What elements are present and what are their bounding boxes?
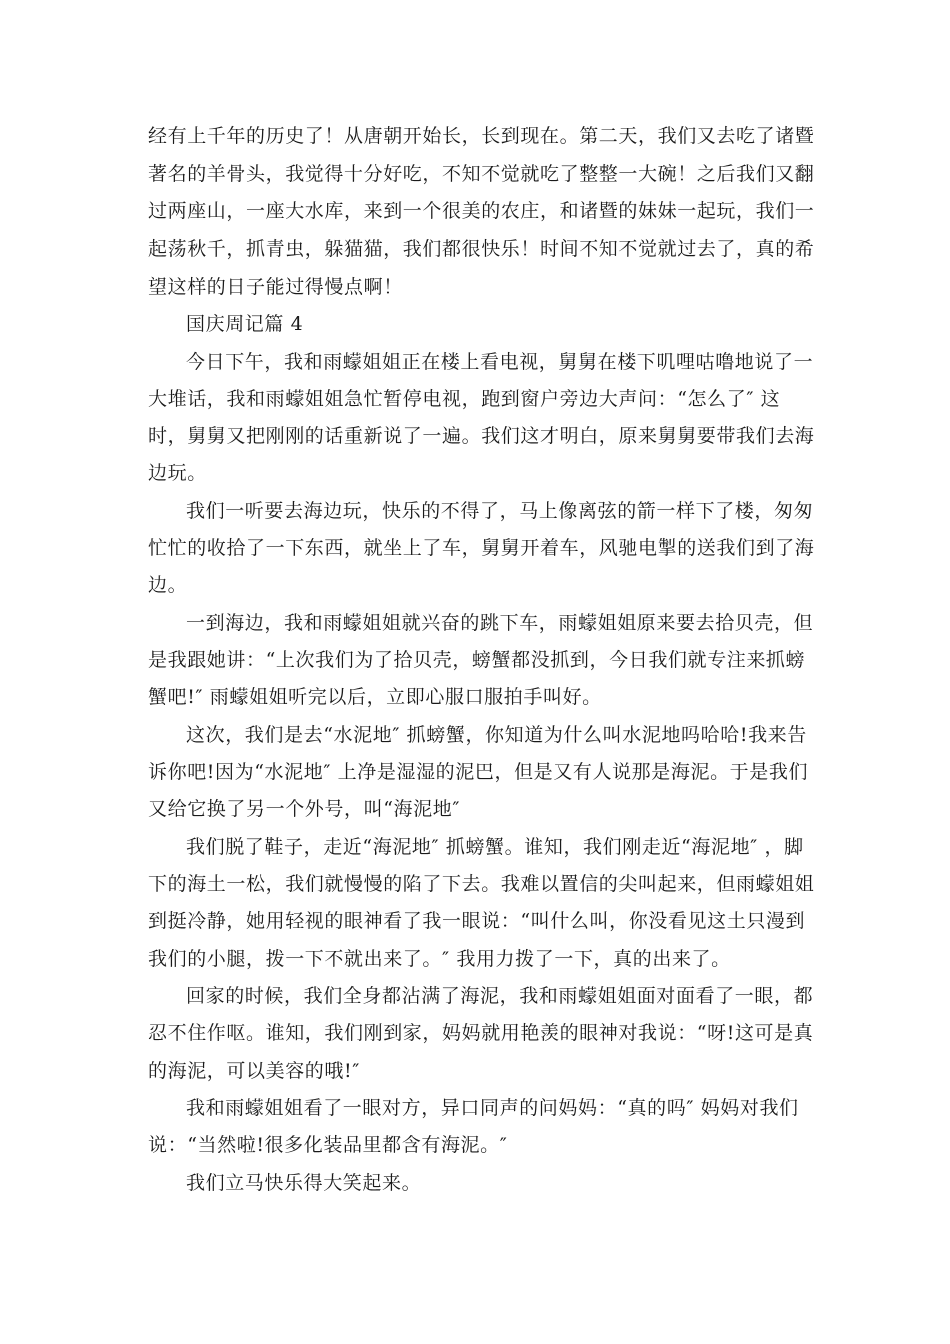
section-heading: 国庆周记篇 4: [186, 313, 304, 335]
text-line: 是我跟她讲：“上次我们为了拾贝壳，螃蟹都没抓到，今日我们就专注来抓螃: [148, 649, 806, 671]
text-line: 下的海土一松，我们就慢慢的陷了下去。我难以置信的尖叫起来，但雨蠓姐姐: [148, 873, 815, 895]
text-line: 说：“当然啦!很多化装品里都含有海泥。″: [148, 1134, 508, 1156]
text-line: 回家的时候，我们全身都沾满了海泥，我和雨蠓姐姐面对面看了一眼，都: [186, 985, 814, 1007]
text-line: 忍不住作呕。谁知，我们刚到家，妈妈就用艳羡的眼神对我说：“呀!这可是真: [148, 1022, 814, 1044]
text-line: 我们脱了鞋子，走近“海泥地″ 抓螃蟹。谁知，我们刚走近“海泥地″ ，脚: [186, 836, 804, 858]
text-line: 蟹吧!″ 雨蠓姐姐听完以后，立即心服口服拍手叫好。: [148, 686, 602, 708]
text-line: 起荡秋千，抓青虫，躲猫猫，我们都很快乐！时间不知不觉就过去了，真的希: [148, 238, 815, 260]
text-line: 诉你吧!因为“水泥地″ 上净是湿湿的泥巴，但是又有人说那是海泥。于是我们: [148, 761, 809, 783]
text-line: 经有上千年的历史了！从唐朝开始长，长到现在。第二天，我们又去吃了诸暨: [148, 125, 815, 147]
text-line: 我们的小腿，拨一下不就出来了。″ 我用力拨了一下，真的出来了。: [148, 948, 731, 970]
text-line: 大堆话，我和雨蠓姐姐急忙暂停电视，跑到窗户旁边大声问：“怎么了″ 这: [148, 388, 781, 410]
text-line: 的海泥，可以美容的哦!″: [148, 1060, 360, 1082]
text-line: 我们立马快乐得大笑起来。: [186, 1172, 422, 1194]
text-line: 今日下午，我和雨蠓姐姐正在楼上看电视，舅舅在楼下叽哩咕噜地说了一: [186, 351, 814, 373]
text-line: 著名的羊骨头，我觉得十分好吃，不知不觉就吃了整整一大碗！之后我们又翻: [148, 163, 815, 185]
text-line: 一到海边，我和雨蠓姐姐就兴奋的跳下车，雨蠓姐姐原来要去拾贝壳，但: [186, 612, 814, 634]
text-line: 忙忙的收拾了一下东西，就坐上了车，舅舅开着车，风驰电掣的送我们到了海: [148, 537, 815, 559]
text-line: 望这样的日子能过得慢点啊！: [148, 276, 403, 298]
text-line: 我们一听要去海边玩，快乐的不得了，马上像离弦的箭一样下了楼，匆匆: [186, 500, 814, 522]
text-line: 边玩。: [148, 462, 207, 484]
text-line: 到挺冷静，她用轻视的眼神看了我一眼说：“叫什么叫，你没看见这土只漫到: [148, 910, 806, 932]
text-line: 又给它换了另一个外号，叫“海泥地″: [148, 798, 461, 820]
text-line: 这次，我们是去“水泥地″ 抓螃蟹，你知道为什么叫水泥地吗哈哈!我来告: [186, 724, 807, 746]
text-line: 过两座山，一座大水库，来到一个很美的农庄，和诸暨的妹妹一起玩，我们一: [148, 200, 815, 222]
text-line: 时，舅舅又把刚刚的话重新说了一遍。我们这才明白，原来舅舅要带我们去海: [148, 425, 815, 447]
text-line: 我和雨蠓姐姐看了一眼对方，异口同声的问妈妈：“真的吗″ 妈妈对我们: [186, 1097, 799, 1119]
text-line: 边。: [148, 574, 188, 596]
